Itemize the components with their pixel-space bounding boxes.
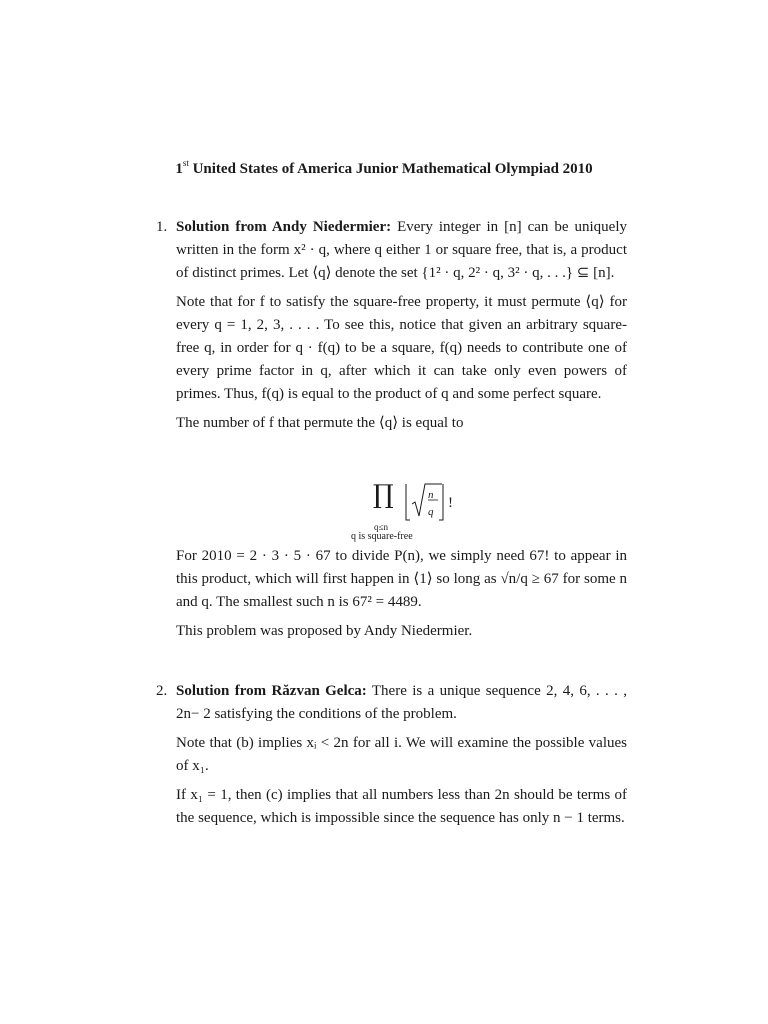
problem-1 xyxy=(156,216,627,441)
fraction-numerator: n xyxy=(428,489,434,501)
floor-sqrt-symbol xyxy=(404,482,444,522)
problem-2 xyxy=(156,680,627,836)
title-ordinal-suffix: st xyxy=(182,158,189,168)
problem-1-paragraph-4: For 2010 = 2 · 3 · 5 · 67 to divide P(n), we simply need 67! to appear in this product, which will first happen in ⟨1⟩ so long as √n/q ≥ 67 for some n and q. The smallest such n is 67² = 4489. xyxy=(176,548,627,610)
problem-1-number: 1. xyxy=(156,219,168,235)
product-subscript-2: q is square-free xyxy=(351,531,413,542)
document-title xyxy=(0,158,768,178)
problem-1-paragraph-3: The number of f that permute the ⟨q⟩ is equal to xyxy=(176,415,464,431)
factorial-symbol: ! xyxy=(448,495,453,511)
title-text: United States of America Junior Mathematical Olympiad 2010 xyxy=(192,161,593,177)
problem-2-text-1: There is a unique sequence 2, 4, 6, . . . , 2n− 2 satisfying the conditions of the problem. xyxy=(176,683,627,722)
product-subscript-1: q≤n xyxy=(374,522,388,532)
product-symbol: ∏ xyxy=(373,480,394,510)
problem-2-paragraph-1 xyxy=(176,680,627,726)
problem-1-paragraph-5: This problem was proposed by Andy Niedermier. xyxy=(176,623,473,639)
fraction-denominator: q xyxy=(428,506,434,518)
problem-2-paragraph-3: If x₁ = 1, then (c) implies that all numbers less than 2n should be terms of the sequence, which is impossible since the sequence has only n − 1 terms. xyxy=(176,787,627,826)
problem-1-paragraph-2: Note that for f to satisfy the square-free property, it must permute ⟨q⟩ for every q = 1, 2, 3, . . . . To see this, notice that given an arbitrary square-free q, in order for q · f(q) to be a square, f(q) needs to contribute one of every prime factor in q, after which it can take only even powers of primes. Thus, f(q) is equal to the product of q and some perfect square. xyxy=(176,294,627,402)
problem-2-paragraph-2: Note that (b) implies xᵢ < 2n for all i. We will examine the possible values of x₁. xyxy=(176,735,627,774)
problem-2-lead: Solution from Răzvan Gelca: xyxy=(176,683,367,699)
title-ordinal: 1 xyxy=(175,161,183,177)
problem-1-paragraph-1 xyxy=(176,216,627,285)
problem-1-text-1: Every integer in [n] can be uniquely written in the form x² · q, where q either 1 or square free, that is, a product of distinct primes. Let ⟨q⟩ denote the set {1² · q, 2² · q, 3² · q, . . .} ⊆ [n]. xyxy=(176,219,627,281)
problem-1-lead: Solution from Andy Niedermier: xyxy=(176,219,392,235)
problem-1-continued xyxy=(176,545,627,649)
product-formula xyxy=(176,482,627,540)
problem-2-number: 2. xyxy=(156,683,168,699)
